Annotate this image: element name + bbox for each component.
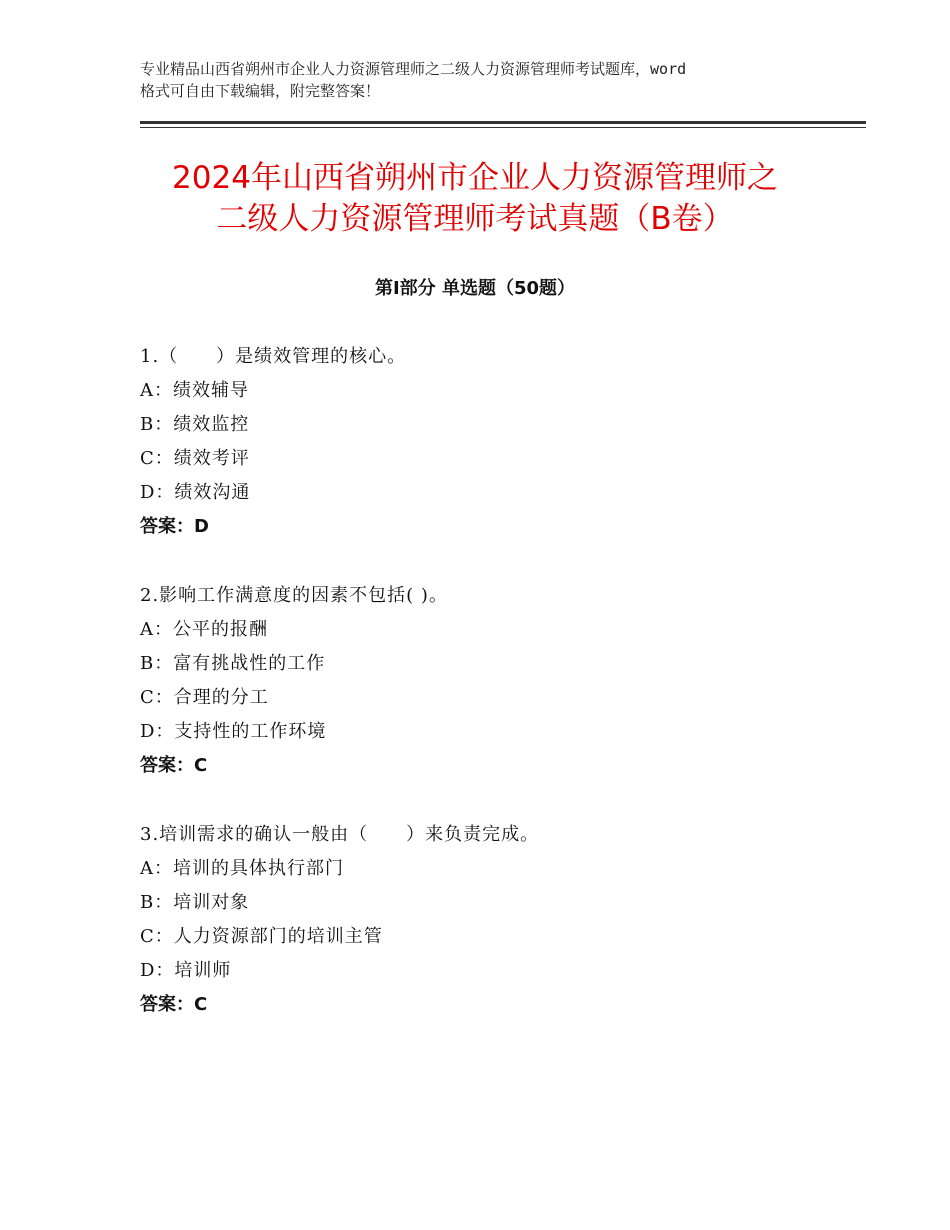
question-option-d: D：支持性的工作环境 xyxy=(140,721,327,742)
document-title-line-2: 二级人力资源管理师考试真题（B卷） xyxy=(216,201,734,237)
question-option-c: C：合理的分工 xyxy=(140,687,269,708)
document-title-line-1: 2024年山西省朔州市企业人力资源管理师之 xyxy=(172,160,778,196)
header-divider-thin xyxy=(140,127,866,128)
question-option-d: D：培训师 xyxy=(140,960,232,981)
section-title: 第Ⅰ部分 单选题（50题） xyxy=(374,278,575,299)
question-3 xyxy=(140,818,860,1022)
question-option-a: A：公平的报酬 xyxy=(140,619,268,640)
question-stem: 3.培训需求的确认一般由（ ）来负责完成。 xyxy=(140,824,540,845)
question-answer: 答案：D xyxy=(140,516,209,537)
header-note-line-2: 格式可自由下载编辑，附完整答案！ xyxy=(140,82,381,100)
document-header-note xyxy=(140,58,840,102)
question-option-b: B：培训对象 xyxy=(140,892,250,913)
question-1 xyxy=(140,340,860,544)
question-option-d: D：绩效沟通 xyxy=(140,482,251,503)
question-option-c: C：绩效考评 xyxy=(140,448,250,469)
header-note-line-1: 专业精品山西省朔州市企业人力资源管理师之二级人力资源管理师考试题库，word xyxy=(140,60,687,78)
question-option-b: B：富有挑战性的工作 xyxy=(140,653,326,674)
question-answer: 答案：C xyxy=(140,755,208,776)
question-option-a: A：绩效辅导 xyxy=(140,380,249,401)
document-title xyxy=(90,158,860,240)
question-stem: 2.影响工作满意度的因素不包括( )。 xyxy=(140,585,448,606)
question-2 xyxy=(140,579,860,783)
question-option-b: B：绩效监控 xyxy=(140,414,250,435)
question-option-c: C：人力资源部门的培训主管 xyxy=(140,926,383,947)
header-divider-thick xyxy=(140,121,866,124)
question-stem: 1.（ ）是绩效管理的核心。 xyxy=(140,346,407,367)
question-option-a: A：培训的具体执行部门 xyxy=(140,858,344,879)
question-answer: 答案：C xyxy=(140,994,208,1015)
